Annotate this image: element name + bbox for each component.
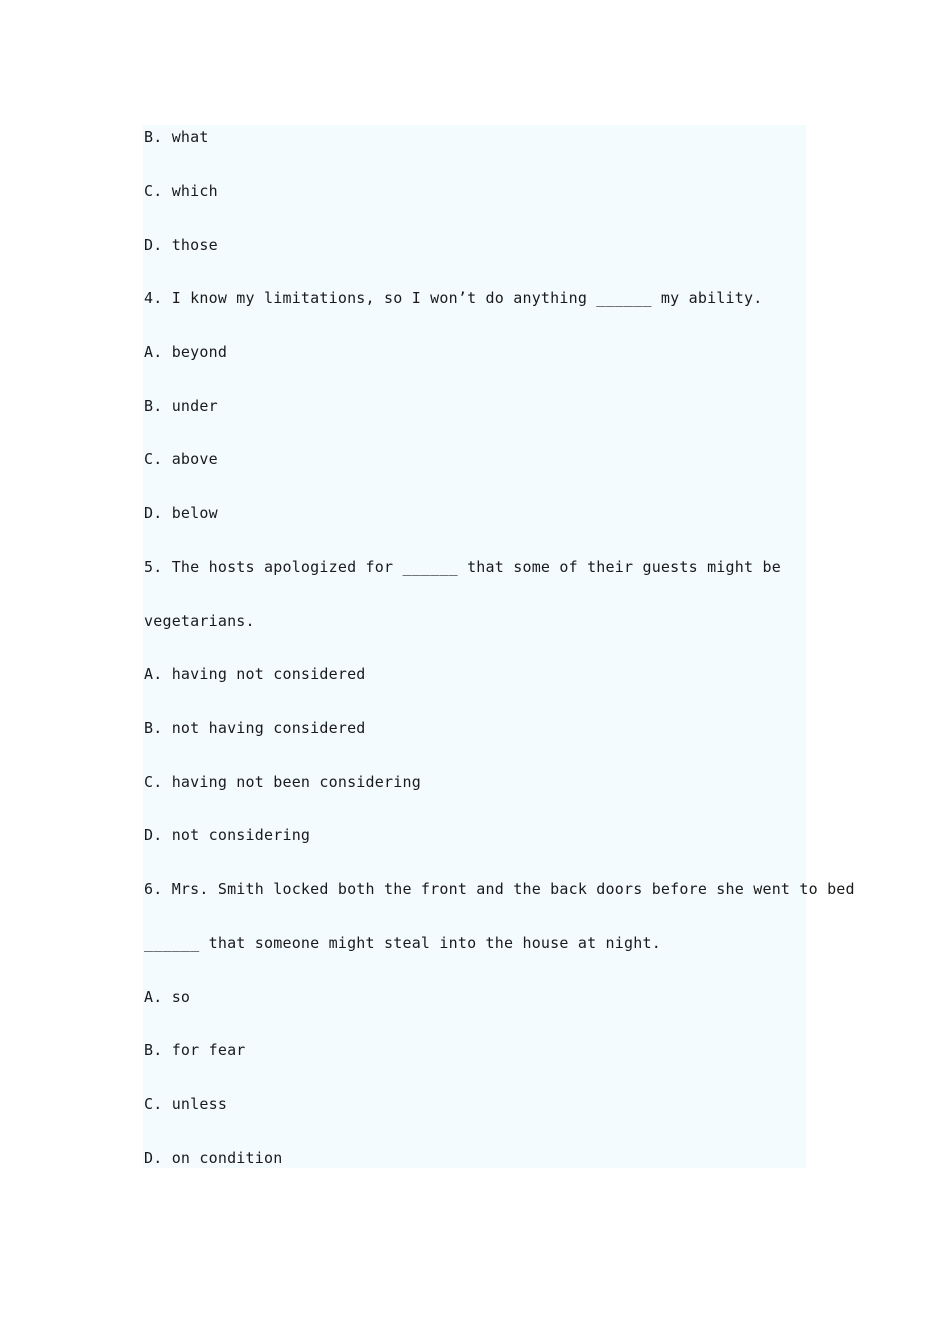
question-6-line-1: 6. Mrs. Smith locked both the front and the back doors before she went to bed — [144, 880, 855, 898]
content-background — [143, 125, 806, 1168]
option-b-q4: B. under — [144, 397, 218, 415]
option-b-q5: B. not having considered — [144, 719, 366, 737]
question-6-line-2: ______ that someone might steal into the house at night. — [144, 934, 661, 952]
option-c-q4: C. above — [144, 450, 218, 468]
option-c-q6: C. unless — [144, 1095, 228, 1113]
option-a-q6: A. so — [144, 988, 191, 1006]
option-a-q4: A. beyond — [144, 343, 228, 361]
option-c-q3: C. which — [144, 182, 218, 200]
question-5-line-2: vegetarians. — [144, 612, 255, 630]
option-d-q4: D. below — [144, 504, 218, 522]
question-5-line-1: 5. The hosts apologized for ______ that some of their guests might be — [144, 558, 781, 576]
question-4: 4. I know my limitations, so I won’t do anything ______ my ability. — [144, 289, 763, 307]
option-b-q3: B. what — [144, 128, 209, 146]
option-d-q5: D. not considering — [144, 826, 311, 844]
option-d-q6: D. on condition — [144, 1149, 283, 1167]
option-d-q3: D. those — [144, 236, 218, 254]
option-c-q5: C. having not been considering — [144, 773, 421, 791]
option-b-q6: B. for fear — [144, 1041, 246, 1059]
option-a-q5: A. having not considered — [144, 665, 366, 683]
